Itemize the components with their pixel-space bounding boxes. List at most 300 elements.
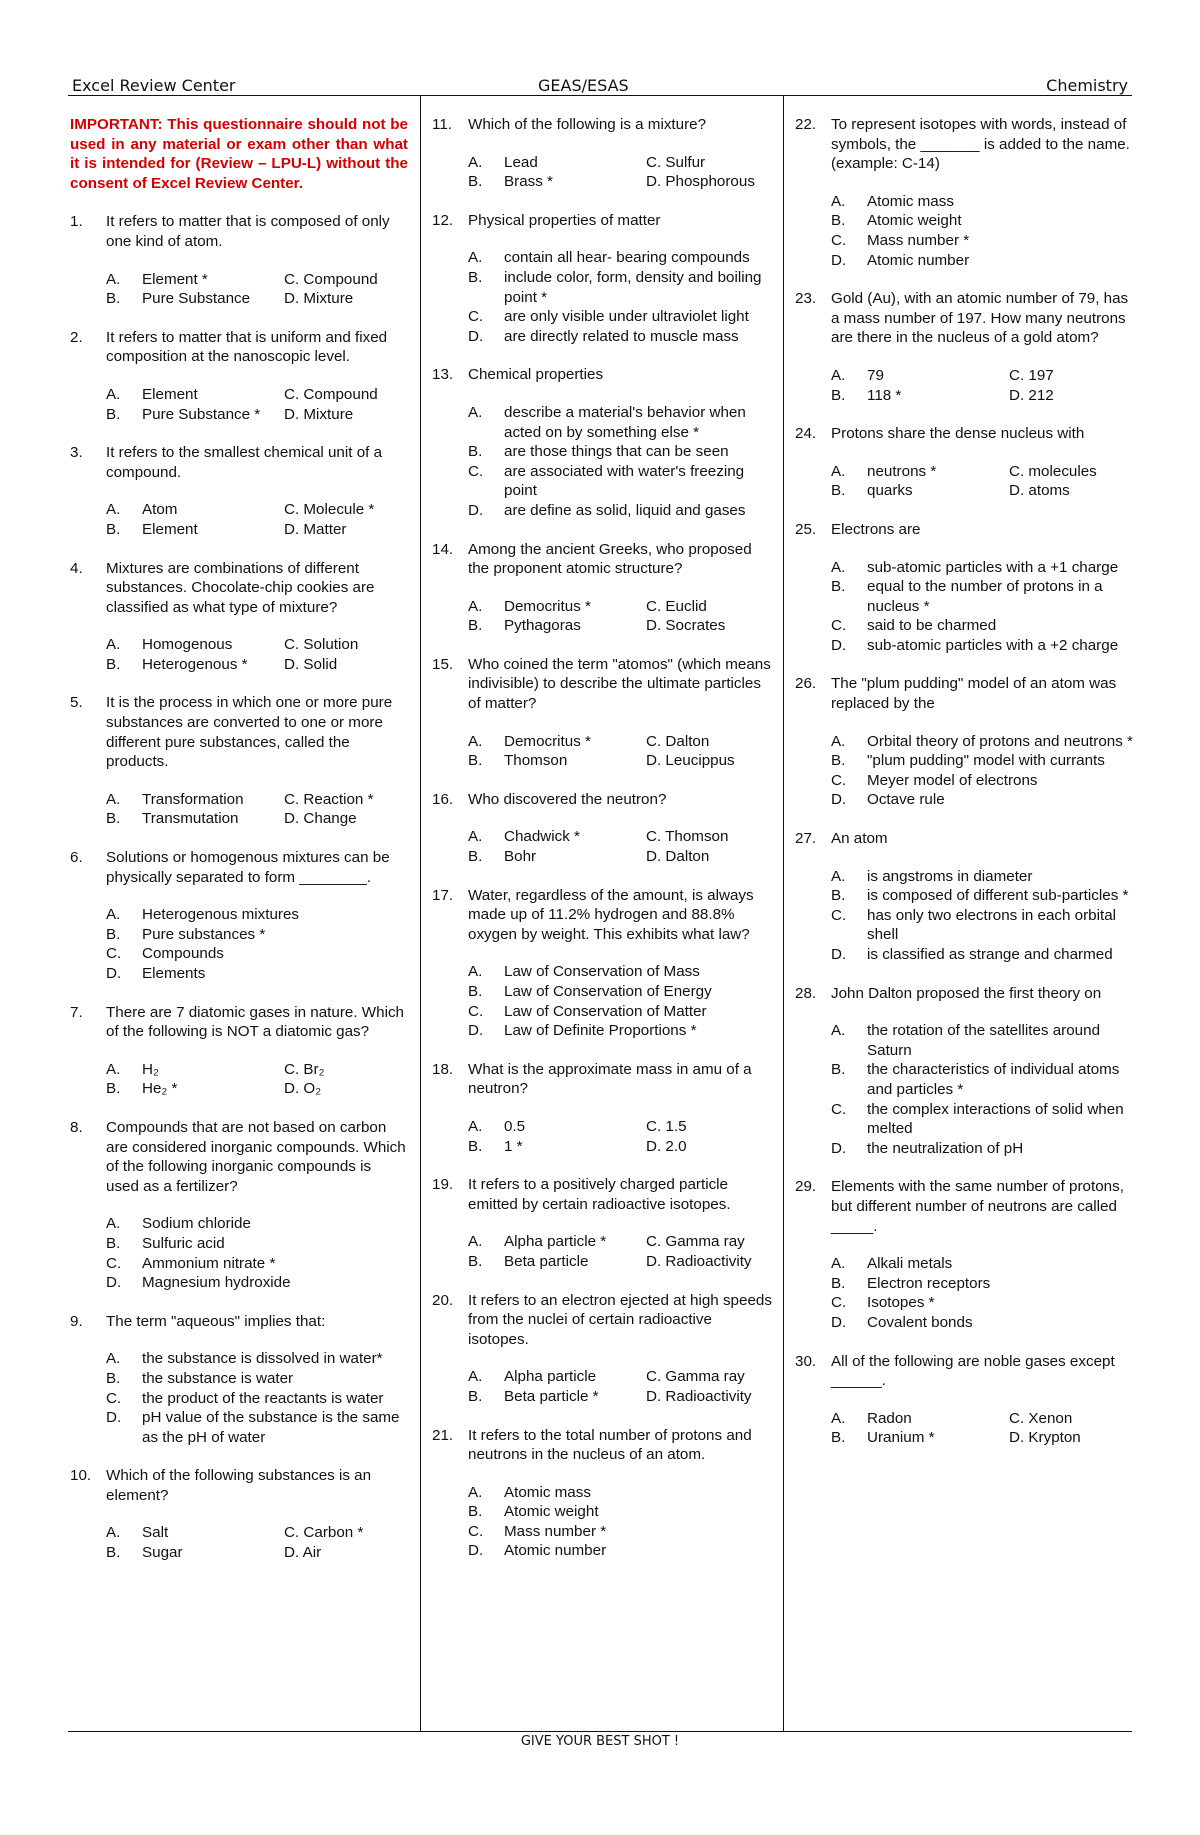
option-text: Brass * (504, 173, 553, 191)
question (70, 848, 408, 887)
option-letter: B. (468, 443, 483, 461)
option-letter: B. (106, 290, 121, 308)
option-row (106, 1273, 408, 1293)
option-letter: A. (831, 366, 846, 384)
option-text: 79 (867, 366, 884, 384)
question-text: Water, regardless of the amount, is always made up of 11.2% hydrogen and 88.8% oxygen by weight. This exhibits what law? (468, 886, 754, 943)
option-text: the complex interactions of solid when melted (867, 1100, 1124, 1138)
option-text: the substance is dissolved in water* (142, 1350, 383, 1368)
option-letter: B. (106, 1369, 121, 1387)
answer-options (106, 905, 408, 983)
option-row (831, 771, 1135, 791)
question-number: 7. (70, 1003, 83, 1021)
option-row (831, 481, 1135, 501)
option-letter: D. (831, 1139, 847, 1157)
question-number: 8. (70, 1118, 83, 1136)
option-row (106, 405, 408, 425)
option-right: D. Matter (284, 520, 347, 538)
option-letter: B. (106, 925, 121, 943)
option-text: is angstroms in diameter (867, 867, 1033, 885)
answer-options (468, 1232, 772, 1271)
option-right: D. Mixture (284, 290, 354, 308)
option-text: Element * (142, 270, 208, 288)
option-text: are associated with water's freezing point (504, 462, 745, 500)
option-right: C. Solution (284, 636, 359, 654)
option-right: C. Compound (284, 385, 378, 403)
question-text: What is the approximate mass in amu of a neutron? (468, 1060, 752, 1098)
question-text: Among the ancient Greeks, who proposed the proponent atomic structure? (468, 540, 752, 578)
option-row (106, 1349, 408, 1369)
question (432, 790, 772, 810)
option-text: Atomic weight (504, 1503, 599, 1521)
option-text: Pure Substance * (142, 405, 261, 423)
option-row (106, 944, 408, 964)
option-text: Beta particle * (504, 1387, 599, 1405)
option-row (831, 1428, 1135, 1448)
answer-options (831, 366, 1135, 405)
question-number: 16. (432, 790, 454, 808)
answer-options (468, 403, 772, 521)
option-letter: A. (468, 249, 483, 267)
option-letter: D. (831, 1313, 847, 1331)
option-text: Salt (142, 1524, 169, 1542)
option-text: Atom (142, 501, 178, 519)
option-letter: D. (831, 636, 847, 654)
option-text: include color, form, density and boiling point * (504, 268, 762, 306)
question-text: It refers to an electron ejected at high speeds from the nuclei of certain radioactive isotopes. (468, 1291, 772, 1348)
option-text: Bohr (504, 848, 537, 866)
question (795, 115, 1135, 174)
answer-options (106, 1060, 408, 1099)
question-number: 12. (432, 211, 454, 229)
option-row (468, 1232, 772, 1252)
question-text: The "plum pudding" model of an atom was replaced by the (831, 675, 1117, 713)
question-number: 23. (795, 290, 817, 308)
option-letter: A. (831, 1409, 846, 1427)
option-letter: C. (468, 308, 484, 326)
option-right: D. Radioactivity (646, 1252, 752, 1270)
option-text: Transformation (142, 790, 244, 808)
option-row (831, 251, 1135, 271)
option-text: the substance is water (142, 1369, 294, 1387)
question-text: There are 7 diatomic gases in nature. Which of the following is NOT a diatomic gas? (106, 1003, 404, 1041)
question-text: John Dalton proposed the first theory on (831, 984, 1102, 1002)
option-text: Atomic number (867, 251, 970, 269)
option-text: the neutralization of pH (867, 1139, 1024, 1157)
question-text: It refers to the total number of protons and neutrons in the nucleus of an atom. (468, 1426, 752, 1464)
option-letter: C. (831, 617, 847, 635)
option-left (106, 1079, 284, 1099)
option-text: Element (142, 385, 198, 403)
option-row (468, 172, 772, 192)
question (70, 693, 408, 771)
option-text: Heterogenous mixtures (142, 906, 300, 924)
question (70, 443, 408, 482)
option-letter: A. (468, 732, 483, 750)
option-letter: B. (468, 268, 483, 286)
option-row (106, 655, 408, 675)
answer-options (106, 635, 408, 674)
option-text: equal to the number of protons in a nucleus * (867, 578, 1103, 615)
option-row (106, 1543, 408, 1563)
question-number: 11. (432, 116, 452, 133)
question-number: 15. (432, 655, 454, 673)
option-right: D. Mixture (284, 405, 354, 423)
option-row (831, 1060, 1135, 1099)
option-right: D. Leucippus (646, 752, 735, 770)
option-left (831, 366, 1009, 386)
option-row (106, 1254, 408, 1274)
question-text: Mixtures are combinations of different substances. Chocolate-chip cookies are classified as what type of mixture? (106, 559, 375, 616)
answer-options (831, 1021, 1135, 1158)
option-left (106, 790, 284, 810)
option-row (468, 1483, 772, 1503)
option-left (106, 1060, 284, 1080)
option-letter: B. (831, 1274, 846, 1292)
option-right: C. Thomson (646, 828, 729, 846)
question-text: Which of the following substances is an element? (106, 1467, 372, 1504)
option-row (106, 964, 408, 984)
option-row (831, 1274, 1135, 1294)
question (795, 674, 1135, 713)
option-letter: A. (831, 1255, 846, 1273)
option-left (106, 289, 284, 309)
question-number: 13. (432, 366, 454, 384)
option-row (106, 790, 408, 810)
option-row (831, 462, 1135, 482)
question (70, 212, 408, 251)
option-row (831, 1313, 1135, 1333)
option-row (468, 827, 772, 847)
option-left (831, 386, 1009, 406)
option-row (106, 809, 408, 829)
option-row (106, 1408, 408, 1447)
option-right: D. Change (284, 810, 357, 828)
answer-options (106, 385, 408, 424)
question-number: 3. (70, 444, 83, 462)
option-right: D. atoms (1009, 482, 1070, 500)
option-row (468, 1002, 772, 1022)
option-letter: B. (106, 1080, 121, 1098)
option-row (468, 1117, 772, 1137)
option-row (831, 211, 1135, 231)
option-letter: C. (468, 462, 484, 480)
option-text: Beta particle (504, 1252, 589, 1270)
option-text: are define as solid, liquid and gases (504, 501, 746, 519)
option-right: D. Radioactivity (646, 1387, 752, 1405)
option-left (468, 1137, 646, 1157)
option-letter: B. (831, 386, 846, 404)
option-left (106, 1543, 284, 1563)
option-left (468, 153, 646, 173)
option-text: Compounds (142, 945, 224, 963)
question (795, 520, 1135, 540)
option-row (831, 1293, 1135, 1313)
question (795, 829, 1135, 849)
option-letter: C. (106, 1254, 122, 1272)
option-letter: B. (831, 1061, 846, 1079)
option-letter: C. (831, 1100, 847, 1118)
option-letter: A. (468, 828, 483, 846)
option-row (106, 520, 408, 540)
option-right: D. 212 (1009, 386, 1054, 404)
option-row (106, 1060, 408, 1080)
option-row (106, 1369, 408, 1389)
option-row (831, 906, 1135, 945)
question-number: 2. (70, 328, 83, 346)
option-letter: C. (831, 231, 847, 249)
option-row (831, 616, 1135, 636)
answer-options (106, 1349, 408, 1447)
column-3 (795, 115, 1135, 1467)
option-text: "plum pudding" model with currants (867, 752, 1105, 770)
answer-options (831, 1409, 1135, 1448)
question-text: Physical properties of matter (468, 211, 661, 229)
option-right: D. Krypton (1009, 1429, 1081, 1447)
question-text: Chemical properties (468, 366, 604, 384)
question-text: It refers to a positively charged particle emitted by certain radioactive isotopes. (468, 1176, 731, 1213)
question-text: Which of the following is a mixture? (468, 116, 707, 133)
question-text: Compounds that are not based on carbon are considered inorganic compounds. Which of the following inorganic compounds is used as a fertilizer? (106, 1118, 406, 1195)
option-right: C. Dalton (646, 732, 710, 750)
answer-options (468, 962, 772, 1040)
option-text: Mass number * (504, 1522, 607, 1540)
option-right: D. O₂ (284, 1080, 322, 1098)
answer-options (468, 732, 772, 771)
option-right: C. Sulfur (646, 153, 706, 171)
option-letter: D. (468, 327, 484, 345)
option-text: describe a material's behavior when acted on by something else * (504, 403, 746, 441)
option-letter: B. (831, 887, 846, 905)
question-number: 30. (795, 1352, 817, 1370)
option-text: Law of Conservation of Energy (504, 983, 712, 1000)
option-text: contain all hear- bearing compounds (504, 249, 750, 267)
important-notice: IMPORTANT: This questionnaire should not be used in any material or exam other than what it is intended for (Review – LPU-L) without the consent of Excel Review Center. (70, 116, 408, 192)
header-rule (68, 95, 1132, 96)
option-letter: B. (106, 405, 121, 423)
option-left (106, 1523, 284, 1543)
column-1 (70, 115, 408, 1582)
option-row (468, 403, 772, 442)
option-text: Covalent bonds (867, 1313, 973, 1331)
option-text: Orbital theory of protons and neutrons * (867, 732, 1133, 750)
option-text: pH value of the substance is the same as the pH of water (142, 1409, 400, 1446)
option-letter: A. (468, 1483, 483, 1501)
option-text: Elements (142, 965, 206, 982)
option-text: Chadwick * (504, 828, 580, 846)
option-left (106, 635, 284, 655)
option-letter: C. (468, 1522, 484, 1540)
option-text: Pythagoras (504, 617, 581, 635)
answer-options (468, 827, 772, 866)
answer-options (468, 153, 772, 192)
option-left (468, 827, 646, 847)
option-row (468, 1502, 772, 1522)
option-letter: A. (831, 462, 846, 480)
option-row (831, 192, 1135, 212)
option-row (831, 945, 1135, 965)
answer-options (106, 270, 408, 309)
question-text: It is the process in which one or more pure substances are converted to one or more different pure substances, called the products. (106, 694, 393, 771)
question-number: 24. (795, 425, 817, 443)
option-letter: A. (468, 1117, 483, 1135)
option-right: D. Air (284, 1544, 322, 1562)
option-row (831, 1254, 1135, 1274)
option-text: Alpha particle * (504, 1233, 607, 1251)
option-letter: A. (831, 867, 846, 885)
option-letter: B. (106, 520, 121, 538)
option-text: Radon (867, 1409, 912, 1427)
question (432, 655, 772, 714)
option-row (468, 751, 772, 771)
question-number: 27. (795, 830, 817, 848)
question (432, 1291, 772, 1350)
question-number: 28. (795, 984, 817, 1002)
question (70, 328, 408, 367)
option-text: quarks (867, 482, 913, 500)
option-row (106, 289, 408, 309)
option-row (468, 962, 772, 982)
header-left: Excel Review Center (72, 76, 236, 95)
option-row (831, 732, 1135, 752)
question (70, 1003, 408, 1042)
question-number: 25. (795, 520, 817, 538)
option-text: Thomson (504, 752, 568, 770)
option-letter: B. (106, 655, 121, 673)
option-letter: B. (468, 173, 483, 191)
option-row (831, 636, 1135, 656)
option-letter: B. (831, 752, 846, 770)
option-row (106, 1389, 408, 1409)
option-left (468, 172, 646, 192)
option-text: 118 * (867, 386, 902, 404)
option-letter: C. (831, 1294, 847, 1312)
answer-options (831, 867, 1135, 965)
option-text: Pure Substance (142, 290, 251, 308)
answer-options (468, 248, 772, 346)
option-row (106, 925, 408, 945)
question-number: 29. (795, 1178, 817, 1196)
option-text: Octave rule (867, 791, 945, 809)
option-row (831, 1021, 1135, 1060)
option-letter: A. (106, 501, 121, 519)
option-text: Magnesium hydroxide (142, 1274, 291, 1292)
option-text: Atomic mass (867, 192, 954, 210)
option-letter: A. (831, 732, 846, 750)
option-letter: D. (468, 1022, 484, 1040)
question-number: 21. (432, 1426, 454, 1444)
option-row (468, 597, 772, 617)
question (432, 1060, 772, 1099)
option-text: are only visible under ultraviolet light (504, 308, 749, 326)
question-text: Electrons are (831, 520, 921, 538)
option-letter: A. (468, 1233, 483, 1251)
option-row (468, 616, 772, 636)
option-letter: B. (106, 810, 121, 828)
option-row (468, 153, 772, 173)
question-text: Elements with the same number of protons, but different number of neutrons are called _____. (831, 1178, 1124, 1235)
option-letter: A. (106, 1060, 121, 1078)
option-left (831, 462, 1009, 482)
question-text: It refers to matter that is composed of only one kind of atom. (106, 213, 390, 250)
option-text: Alpha particle (504, 1368, 597, 1386)
option-row (468, 442, 772, 462)
option-row (468, 307, 772, 327)
option-row (831, 1100, 1135, 1139)
option-row (831, 558, 1135, 578)
option-left (468, 732, 646, 752)
option-letter: D. (468, 501, 484, 519)
option-letter: D. (106, 1274, 122, 1292)
option-right: D. Socrates (646, 617, 726, 635)
option-row (468, 268, 772, 307)
option-left (831, 1409, 1009, 1429)
option-text: Atomic mass (504, 1483, 591, 1501)
option-left (468, 847, 646, 867)
header-center: GEAS/ESAS (538, 76, 629, 95)
option-left (831, 1428, 1009, 1448)
column-divider-1 (420, 96, 421, 1732)
option-left (468, 616, 646, 636)
option-text: Democritus * (504, 732, 591, 750)
option-text: Law of Conservation of Mass (504, 963, 700, 981)
option-left (106, 385, 284, 405)
question (70, 1466, 408, 1505)
option-text: sub-atomic particles with a +1 charge (867, 558, 1119, 576)
option-letter: D. (106, 965, 122, 982)
question-text: Solutions or homogenous mixtures can be physically separated to form ________. (106, 849, 390, 886)
answer-options (831, 732, 1135, 810)
option-left (106, 405, 284, 425)
option-text: Electron receptors (867, 1274, 991, 1292)
option-letter: C. (831, 771, 847, 789)
option-text: sub-atomic particles with a +2 charge (867, 636, 1119, 654)
option-letter: B. (468, 752, 483, 770)
question (795, 289, 1135, 348)
option-letter: A. (106, 906, 121, 924)
option-right: C. Gamma ray (646, 1233, 745, 1251)
option-right: D. Solid (284, 655, 338, 673)
option-text: Atomic weight (867, 212, 962, 230)
option-row (468, 501, 772, 521)
option-letter: B. (468, 1252, 483, 1270)
option-right: C. Xenon (1009, 1409, 1073, 1427)
question-number: 18. (432, 1060, 454, 1078)
question-text: It refers to matter that is uniform and fixed composition at the nanoscopic level. (106, 328, 388, 366)
option-row (468, 1387, 772, 1407)
answer-options (468, 597, 772, 636)
option-right: C. Br₂ (284, 1060, 325, 1078)
question-number: 14. (432, 540, 454, 558)
option-text: neutrons * (867, 462, 937, 480)
option-row (468, 982, 772, 1002)
option-right: C. 1.5 (646, 1117, 687, 1135)
option-letter: A. (468, 403, 483, 421)
option-letter: A. (468, 153, 483, 171)
question-text: Gold (Au), with an atomic number of 79, has a mass number of 197. How many neutrons are there in the nucleus of a gold atom? (831, 290, 1129, 347)
option-text: Transmutation (142, 810, 239, 828)
option-text: are those things that can be seen (504, 443, 729, 461)
question (432, 540, 772, 579)
option-letter: B. (468, 617, 483, 635)
option-right: C. molecules (1009, 462, 1097, 480)
option-text: the rotation of the satellites around Saturn (867, 1022, 1101, 1059)
option-row (831, 366, 1135, 386)
option-text: Lead (504, 153, 538, 171)
option-right: C. Gamma ray (646, 1368, 745, 1386)
option-row (106, 635, 408, 655)
footer-text: GIVE YOUR BEST SHOT ! (520, 1734, 680, 1749)
